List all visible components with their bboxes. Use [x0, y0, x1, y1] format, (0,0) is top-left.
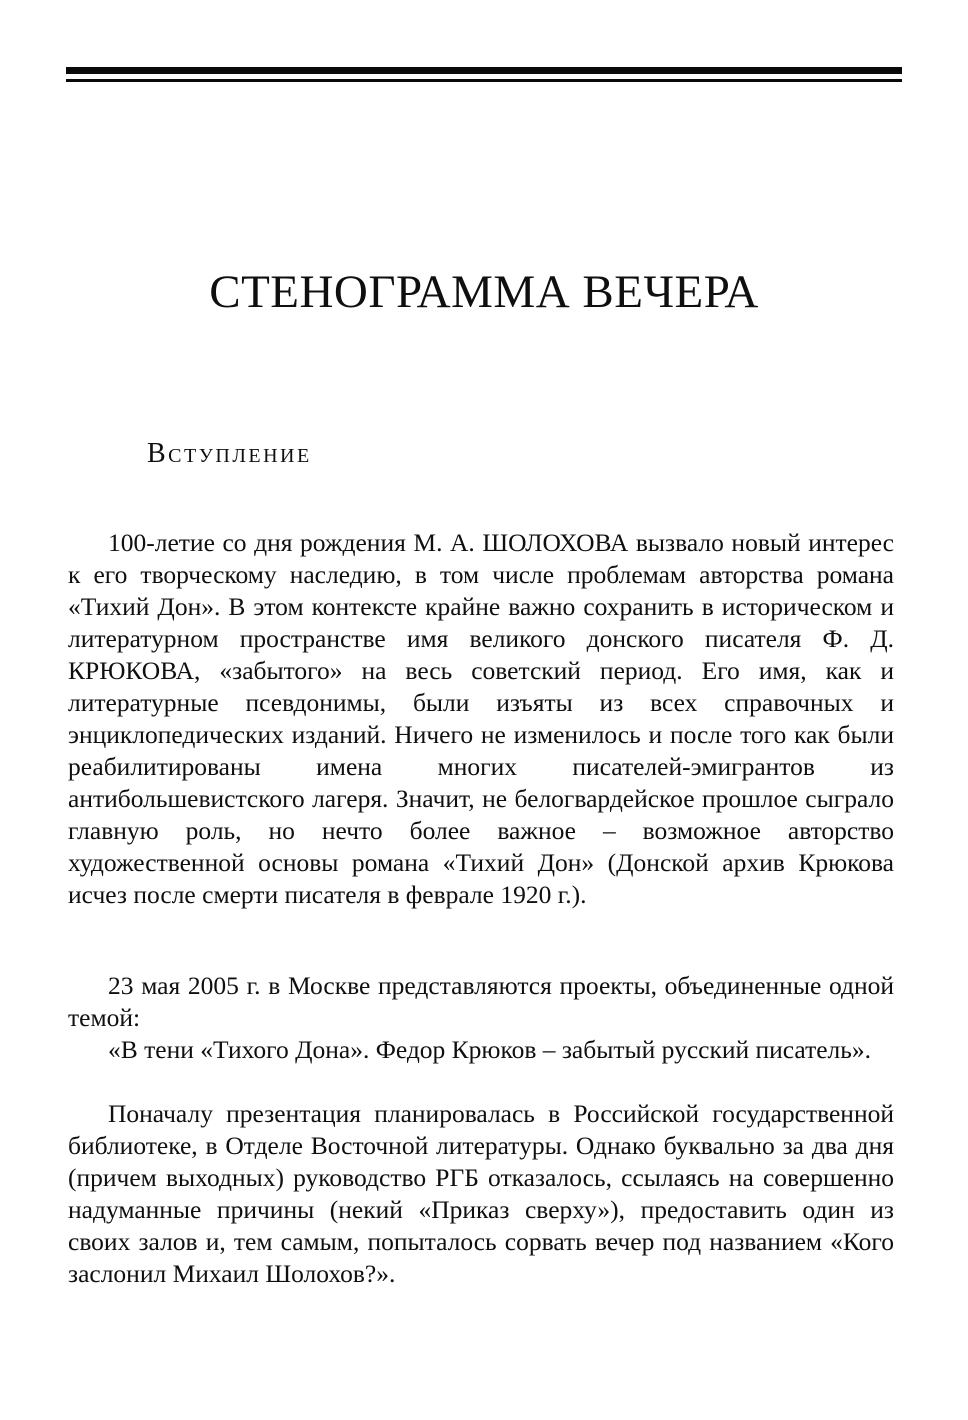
header-rule-thick	[66, 67, 902, 74]
page-title: СТЕНОГРАММА ВЕЧЕРА	[209, 266, 759, 318]
paragraph-project-title: «В тени «Тихого Дона». Федор Крюков – забытый русский писатель».	[108, 1035, 872, 1064]
paragraph-date: 23 мая 2005 г. в Москве представляются проекты, объединенные одной темой:	[68, 971, 894, 1032]
header-rule-thin	[66, 79, 902, 82]
section-heading: Вступление	[147, 438, 312, 469]
paragraph-presentation: Поначалу презентация планировалась в Российской государственной библиотеке, в Отделе Восточной литературы. Однако буквально за два дня (причем выходных) руководство РГБ отказалось, ссылаясь на совершенно надуманные причины (некий «Приказ сверху»), предоставить один из своих залов и, тем самым, попыталось сорвать вечер под названием «Кого заслонил Михаил Шолохов?».	[68, 1099, 894, 1288]
paragraph-intro: 100-летие со дня рождения М. А. ШОЛОХОВА вызвало новый интерес к его творческому наследию, в том числе проблемам авторства романа «Тихий Дон». В этом контексте крайне важно сохранить в историческом и литературном пространстве имя великого донского писателя Ф. Д. КРЮКОВА, «забытого» на весь советский период. Его имя, как и литературные псевдонимы, были изъяты из всех справочных и энциклопедических изданий. Ничего не изменилось и после того как были реабилитированы имена многих писателей-эмигрантов из антибольшевистского лагеря. Значит, не белогвардейское прошлое сыграло главную роль, но нечто более важное – возможное авторство художественной основы романа «Тихий Дон» (Донской архив Крюкова исчез после смерти писателя в феврале 1920 г.).	[68, 528, 894, 909]
